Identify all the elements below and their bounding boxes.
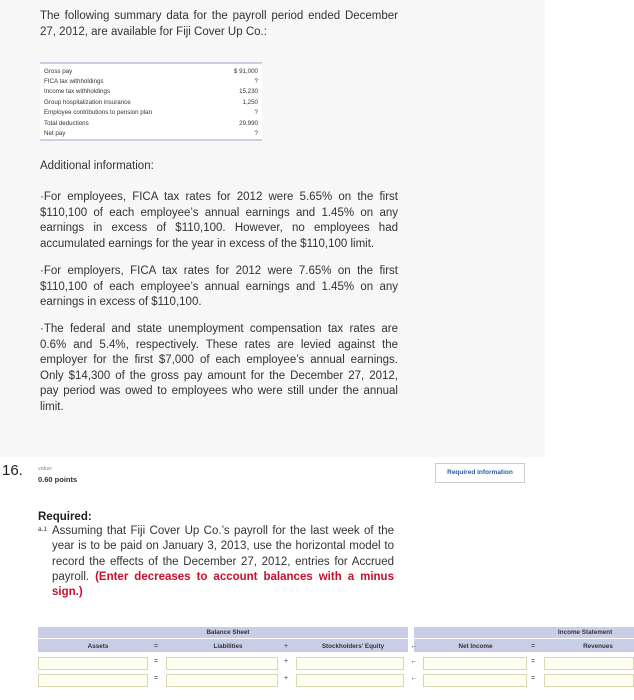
points-value: 0.60 points bbox=[38, 475, 78, 484]
summary-label: Employee contributions to pension plan bbox=[44, 109, 153, 117]
revenues-label: Revenues bbox=[583, 643, 613, 650]
equity-input[interactable] bbox=[296, 674, 404, 687]
requirement-text bbox=[52, 524, 394, 600]
summary-label: Income tax withholdings bbox=[44, 88, 111, 96]
employee-fica-paragraph: ·For employees, FICA tax rates for 2012 were 5.65% on the first $110,100 of each employee’s annual earnings and 1.45% on any earnings in excess of $110,100. However, no employees had accumulated earnings for the year in excess of the $110,100 limit. bbox=[40, 191, 398, 250]
summary-row bbox=[40, 108, 262, 118]
unemployment-paragraph: ·The federal and state unemployment compensation tax rates are 0.6% and 5.4%, respectively. These rates are levied against the employer for the first $7,000 of each employee’s annual earnings. Only $14,300 of the gross pay amount for the December 27, 2012, pay period was owed to employees who were still under the annual limit. bbox=[40, 323, 398, 413]
liabilities-label: Liabilities bbox=[213, 643, 243, 650]
summary-value: 15,230 bbox=[239, 88, 258, 96]
summary-label: Gross pay bbox=[44, 67, 73, 75]
horizontal-model bbox=[38, 627, 634, 691]
requirement-body: Assuming that Fiji Cover Up Co.’s payroll for the last week of the year is to be paid on January 3, 2013, use the horizontal model to record the effects of the December 27, 2012, entries for Accrued payroll. bbox=[52, 525, 394, 583]
equity-label: Stockholders’ Equity bbox=[321, 643, 385, 650]
requirement-instruction: (Enter decreases to account balances with a minus sign.) bbox=[52, 570, 394, 599]
summary-row bbox=[40, 128, 262, 139]
summary-value: 29,990 bbox=[239, 119, 258, 127]
equals-operator: = bbox=[153, 643, 159, 650]
summary-label: FICA tax withholdings bbox=[44, 78, 104, 86]
equity-input[interactable] bbox=[296, 657, 404, 670]
liabilities-input[interactable] bbox=[166, 674, 278, 687]
value-label: value: bbox=[38, 466, 53, 472]
summary-row bbox=[40, 87, 262, 97]
equals-operator: = bbox=[153, 658, 159, 665]
equals-operator: = bbox=[530, 658, 536, 665]
net-income-input[interactable] bbox=[423, 674, 527, 687]
arrow-operator: ← bbox=[410, 675, 418, 682]
income-statement-label: Income Statement bbox=[558, 629, 613, 636]
summary-row bbox=[40, 97, 262, 107]
summary-value: ? bbox=[254, 130, 258, 138]
summary-row bbox=[40, 76, 262, 86]
summary-value: ? bbox=[254, 78, 258, 86]
summary-row bbox=[40, 63, 262, 76]
summary-value: ? bbox=[254, 109, 258, 117]
revenues-input[interactable] bbox=[544, 657, 634, 670]
summary-label: Net pay bbox=[44, 130, 66, 138]
plus-operator: + bbox=[283, 658, 289, 665]
required-information-button[interactable]: Required information bbox=[435, 463, 525, 483]
payroll-summary-table bbox=[40, 62, 262, 141]
summary-label: Group hospitalization insurance bbox=[44, 98, 131, 106]
net-income-label: Net Income bbox=[458, 643, 493, 650]
summary-value: 1,250 bbox=[242, 98, 258, 106]
assets-input[interactable] bbox=[38, 657, 148, 670]
employer-fica-paragraph: ·For employers, FICA tax rates for 2012 were 7.65% on the first $110,100 of each employee’s annual earnings and 1.45% on any earnings in excess of $110,100. bbox=[40, 265, 398, 308]
net-income-input[interactable] bbox=[423, 657, 527, 670]
equals-operator: = bbox=[153, 675, 159, 682]
balance-sheet-label: Balance Sheet bbox=[206, 629, 250, 636]
summary-value: $ 91,000 bbox=[233, 67, 258, 75]
liabilities-input[interactable] bbox=[166, 657, 278, 670]
requirement-label: a.1 bbox=[38, 526, 48, 533]
equals-operator: = bbox=[530, 675, 536, 682]
additional-info-heading: Additional information: bbox=[40, 160, 154, 172]
arrow-operator: ← bbox=[410, 643, 418, 650]
plus-operator: + bbox=[283, 643, 289, 650]
revenues-input[interactable] bbox=[544, 674, 634, 687]
equals-operator: = bbox=[530, 643, 536, 650]
assets-input[interactable] bbox=[38, 674, 148, 687]
summary-label: Total deductions bbox=[44, 119, 89, 127]
plus-operator: + bbox=[283, 675, 289, 682]
summary-row bbox=[40, 118, 262, 128]
question-number: 16. bbox=[2, 462, 23, 479]
required-title: Required: bbox=[38, 511, 92, 523]
arrow-operator: ← bbox=[410, 658, 418, 665]
assets-label: Assets bbox=[87, 643, 109, 650]
intro-text: The following summary data for the payroll period ended December 27, 2012, are available for Fiji Cover Up Co.: bbox=[40, 10, 398, 38]
